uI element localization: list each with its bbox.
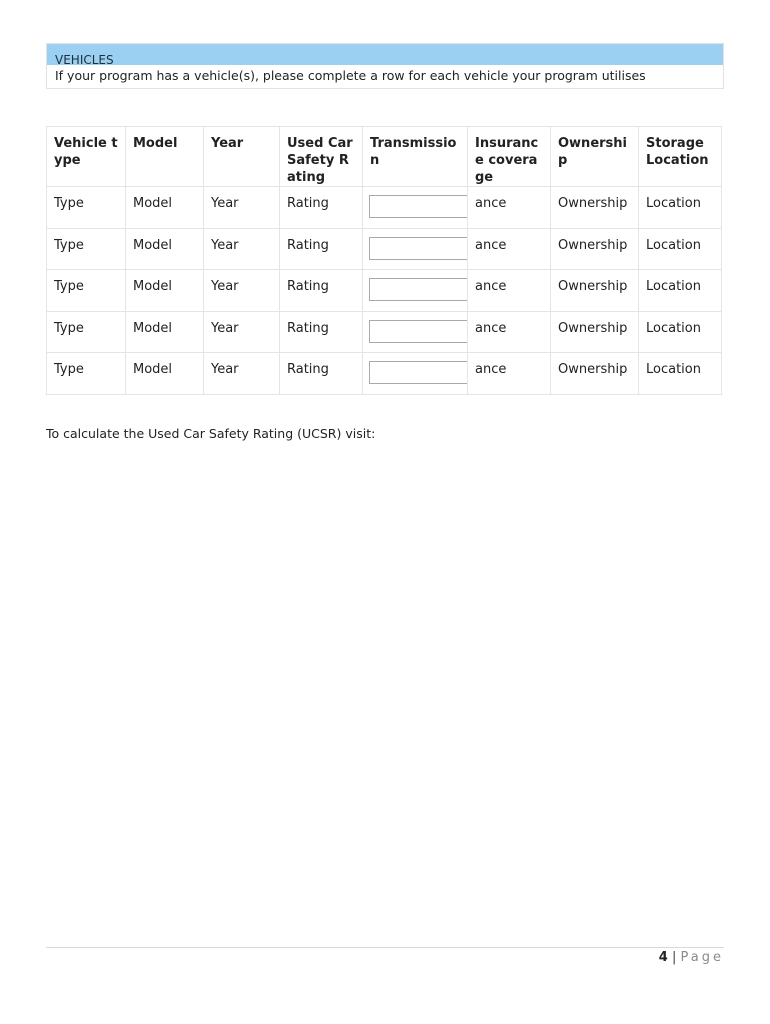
- cell-rating[interactable]: Rating: [280, 187, 363, 229]
- header-year: Year: [204, 127, 280, 187]
- cell-type[interactable]: Type: [47, 311, 126, 353]
- cell-rating[interactable]: Rating: [280, 311, 363, 353]
- cell-rating[interactable]: Rating: [280, 228, 363, 270]
- cell-model[interactable]: Model: [126, 353, 204, 395]
- table-row: [47, 311, 722, 353]
- cell-ownership[interactable]: Ownership: [551, 228, 639, 270]
- transmission-input[interactable]: [369, 320, 468, 343]
- header-model: Model: [126, 127, 204, 187]
- header-vehicle-type: Vehicle type: [47, 127, 126, 187]
- header-used-car-safety-rating: Used Car Safety Rating: [280, 127, 363, 187]
- header-transmission: Transmission: [363, 127, 468, 187]
- cell-insurance[interactable]: ance: [468, 311, 551, 353]
- cell-year[interactable]: Year: [204, 353, 280, 395]
- cell-location[interactable]: Location: [639, 311, 722, 353]
- cell-type[interactable]: Type: [47, 270, 126, 312]
- vehicles-section: [46, 43, 724, 89]
- transmission-input[interactable]: [369, 237, 468, 260]
- cell-insurance[interactable]: ance: [468, 353, 551, 395]
- ucsr-note: To calculate the Used Car Safety Rating (UCSR) visit:: [46, 426, 376, 441]
- cell-rating[interactable]: Rating: [280, 270, 363, 312]
- cell-model[interactable]: Model: [126, 187, 204, 229]
- cell-ownership[interactable]: Ownership: [551, 353, 639, 395]
- cell-transmission: [363, 311, 468, 353]
- cell-location[interactable]: Location: [639, 187, 722, 229]
- table-row: [47, 187, 722, 229]
- header-storage-location: Storage Location: [639, 127, 722, 187]
- table-row: [47, 228, 722, 270]
- cell-year[interactable]: Year: [204, 270, 280, 312]
- cell-type[interactable]: Type: [47, 353, 126, 395]
- page-footer: [659, 949, 724, 967]
- cell-insurance[interactable]: ance: [468, 270, 551, 312]
- page-number: 4: [658, 950, 668, 965]
- transmission-input[interactable]: [369, 195, 468, 218]
- cell-transmission: [363, 228, 468, 270]
- cell-type[interactable]: Type: [47, 228, 126, 270]
- cell-ownership[interactable]: Ownership: [551, 187, 639, 229]
- cell-transmission: [363, 270, 468, 312]
- cell-model[interactable]: Model: [126, 270, 204, 312]
- cell-model[interactable]: Model: [126, 228, 204, 270]
- cell-insurance[interactable]: ance: [468, 228, 551, 270]
- page-separator: |: [671, 950, 677, 965]
- transmission-input[interactable]: [369, 278, 468, 301]
- section-instruction: If your program has a vehicle(s), please complete a row for each vehicle your program utilises: [55, 68, 646, 83]
- cell-transmission: [363, 353, 468, 395]
- cell-ownership[interactable]: Ownership: [551, 270, 639, 312]
- cell-insurance[interactable]: ance: [468, 187, 551, 229]
- header-insurance-coverage: Insurance coverage: [468, 127, 551, 187]
- section-header: VEHICLES: [47, 44, 723, 65]
- cell-rating[interactable]: Rating: [280, 353, 363, 395]
- cell-ownership[interactable]: Ownership: [551, 311, 639, 353]
- cell-model[interactable]: Model: [126, 311, 204, 353]
- cell-location[interactable]: Location: [639, 353, 722, 395]
- cell-location[interactable]: Location: [639, 228, 722, 270]
- table-row: [47, 353, 722, 395]
- page-label: Page: [680, 950, 724, 965]
- footer-divider: [46, 947, 724, 948]
- cell-location[interactable]: Location: [639, 270, 722, 312]
- header-ownership: Ownership: [551, 127, 639, 187]
- transmission-input[interactable]: [369, 361, 468, 384]
- cell-year[interactable]: Year: [204, 311, 280, 353]
- table-row: [47, 270, 722, 312]
- table-header-row: [47, 127, 722, 187]
- cell-type[interactable]: Type: [47, 187, 126, 229]
- vehicles-table: [46, 126, 722, 395]
- cell-year[interactable]: Year: [204, 187, 280, 229]
- cell-transmission: [363, 187, 468, 229]
- cell-year[interactable]: Year: [204, 228, 280, 270]
